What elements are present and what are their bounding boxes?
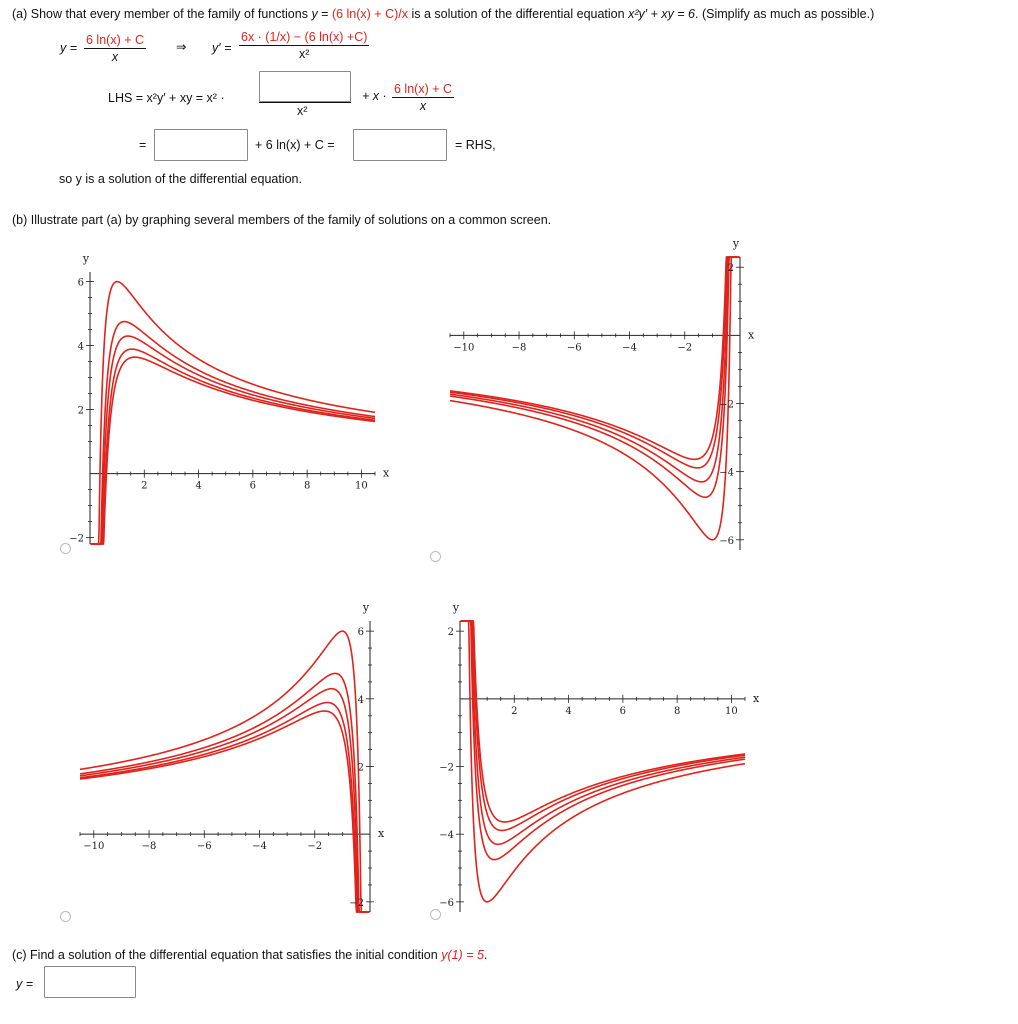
top-right-y-tick-label: −2 [719, 399, 734, 411]
part-a-function-expression: (6 ln(x) + C)/x [331, 7, 408, 21]
graph-top-left [0, 232, 410, 552]
top-left-y-axis-label: y [82, 252, 90, 265]
graph-bottom-left-svg [40, 594, 410, 919]
y-prime-label: y′ = [212, 41, 232, 55]
plus-x-label: + x · [362, 89, 387, 103]
bottom-right-curve-3 [460, 621, 745, 844]
top-right-curve-4 [450, 257, 740, 468]
top-left-curve-4 [90, 349, 375, 544]
top-left-y-tick-label: −2 [69, 533, 84, 545]
graph-top-left-svg [0, 232, 410, 552]
top-right-y-axis-label: y [732, 237, 740, 250]
part-c-y-label: y = [16, 977, 34, 991]
top-left-x-tick-label: 2 [141, 480, 148, 492]
bottom-left-x-axis-label: x [378, 827, 385, 841]
part-c-prompt-pre: (c) Find a solution of the differential equation that satisfies the initial condition [12, 948, 442, 962]
part-b-prompt: (b) Illustrate part (a) by graphing several members of the family of solutions on a common screen. [12, 213, 552, 227]
top-left-x-tick-label: 4 [195, 480, 202, 492]
middle-expression: + 6 ln(x) + C = [255, 138, 335, 152]
graph-option-radio-4[interactable] [430, 909, 441, 920]
top-right-y-tick-label: 2 [727, 263, 734, 275]
part-a-differential-equation: x²y′ + xy = 6 [628, 7, 696, 21]
graph-option-radio-3[interactable] [60, 911, 71, 922]
part-a-prompt-eq: = [317, 7, 332, 21]
simplify-answer-box-1[interactable] [154, 129, 248, 161]
bottom-right-x-tick-label: 8 [673, 705, 681, 717]
bottom-right-x-tick-label: 4 [565, 705, 572, 717]
y-prime-fraction [239, 30, 369, 61]
bottom-right-x-axis-label: x [753, 691, 760, 705]
second-fraction [392, 82, 454, 113]
y-prime-numerator: 6x · (1/x) − (6 ln(x) +C) [241, 30, 368, 44]
bottom-right-y-tick-label: −6 [439, 897, 454, 909]
top-left-curve-2 [90, 322, 375, 544]
lhs-fraction-bar [259, 102, 351, 103]
part-c-answer-box[interactable] [44, 966, 136, 998]
part-a-prompt [12, 7, 874, 21]
top-left-curve-3 [90, 336, 375, 544]
top-right-x-tick-label: −4 [622, 342, 637, 354]
top-right-x-tick-label: −2 [677, 342, 693, 354]
bottom-right-y-tick-label: −4 [439, 830, 454, 842]
bottom-left-curve-2 [80, 673, 370, 912]
bottom-left-curve-4 [80, 703, 370, 912]
y-label: y = [60, 41, 78, 55]
graph-top-right-svg [430, 232, 780, 557]
graph-option-radio-1[interactable] [60, 543, 71, 554]
bottom-left-x-tick-label: −6 [196, 841, 212, 853]
y-prime-denominator: x² [299, 47, 310, 61]
top-right-y-tick-label: −4 [719, 467, 734, 479]
graph-top-right [430, 232, 780, 557]
bottom-left-y-tick-label: 2 [357, 762, 364, 774]
bottom-right-x-tick-label: 10 [725, 705, 738, 717]
top-right-x-tick-label: −8 [511, 342, 527, 354]
part-a-prompt-y: y [311, 7, 318, 21]
bottom-right-curve-2 [460, 621, 745, 860]
bottom-right-y-tick-label: −2 [439, 762, 454, 774]
top-left-y-tick-label: 4 [77, 341, 84, 353]
bottom-left-x-tick-label: −2 [307, 841, 323, 853]
graph-bottom-left [40, 594, 410, 919]
part-a-prompt-mid: is a solution of the differential equation [408, 7, 629, 21]
bottom-right-y-tick-label: 2 [447, 627, 454, 639]
bottom-right-x-tick-label: 2 [511, 705, 518, 717]
top-right-x-tick-label: −6 [566, 342, 582, 354]
bottom-left-y-tick-label: 4 [357, 694, 364, 706]
top-left-y-tick-label: 2 [77, 405, 84, 417]
top-right-curve-2 [450, 257, 740, 497]
graph-bottom-right [420, 594, 780, 919]
graph-option-radio-2[interactable] [430, 551, 441, 562]
second-fraction-denominator: x [419, 99, 427, 113]
bottom-right-y-axis-label: y [452, 601, 460, 614]
lhs-label: LHS = x²y′ + xy = x² · [108, 91, 225, 105]
top-right-x-axis-label: x [748, 328, 755, 342]
top-left-x-tick-label: 6 [249, 480, 257, 492]
top-right-y-tick-label: −6 [719, 535, 734, 547]
top-left-y-tick-label: 6 [77, 277, 84, 289]
lhs-denominator: x² [297, 104, 308, 118]
y-fraction-numerator: 6 ln(x) + C [86, 33, 145, 47]
top-left-x-tick-label: 8 [303, 480, 311, 492]
conclusion-text: so y is a solution of the differential equation. [59, 172, 302, 186]
bottom-right-x-tick-label: 6 [619, 705, 627, 717]
y-fraction [84, 33, 146, 64]
lhs-numerator-answer-box[interactable] [259, 71, 351, 102]
second-fraction-numerator: 6 ln(x) + C [394, 82, 453, 96]
lhs-numerator-input[interactable] [260, 72, 350, 101]
simplify-input-2[interactable] [354, 130, 446, 160]
bottom-left-y-tick-label: −2 [349, 897, 364, 909]
top-right-curve-3 [450, 257, 740, 482]
simplify-input-1[interactable] [155, 130, 247, 160]
part-c-prompt-post: . [483, 948, 488, 962]
bottom-left-y-tick-label: 6 [357, 627, 364, 639]
graph-bottom-right-svg [420, 594, 780, 919]
top-right-x-tick-label: −10 [453, 342, 475, 354]
bottom-left-y-axis-label: y [362, 601, 370, 614]
implies-arrow: ⇒ [176, 40, 187, 54]
top-left-x-tick-label: 10 [355, 480, 368, 492]
part-a-prompt-pre: (a) Show that every member of the family of functions [12, 7, 312, 21]
bottom-left-x-tick-label: −10 [83, 841, 105, 853]
bottom-left-x-tick-label: −4 [252, 841, 267, 853]
y-fraction-denominator: x [111, 50, 119, 64]
bottom-left-x-tick-label: −8 [141, 841, 157, 853]
part-c-prompt [12, 948, 487, 962]
initial-condition: y(1) = 5 [441, 948, 484, 962]
bottom-right-curve-4 [460, 621, 745, 830]
part-c-answer-input[interactable] [45, 967, 135, 997]
equals-sign: = [139, 138, 147, 152]
bottom-left-curve-3 [80, 689, 370, 912]
simplify-answer-box-2[interactable] [353, 129, 447, 161]
top-left-x-axis-label: x [383, 466, 390, 480]
part-a-prompt-post: . (Simplify as much as possible.) [695, 7, 875, 21]
rhs-label: = RHS, [455, 138, 496, 152]
